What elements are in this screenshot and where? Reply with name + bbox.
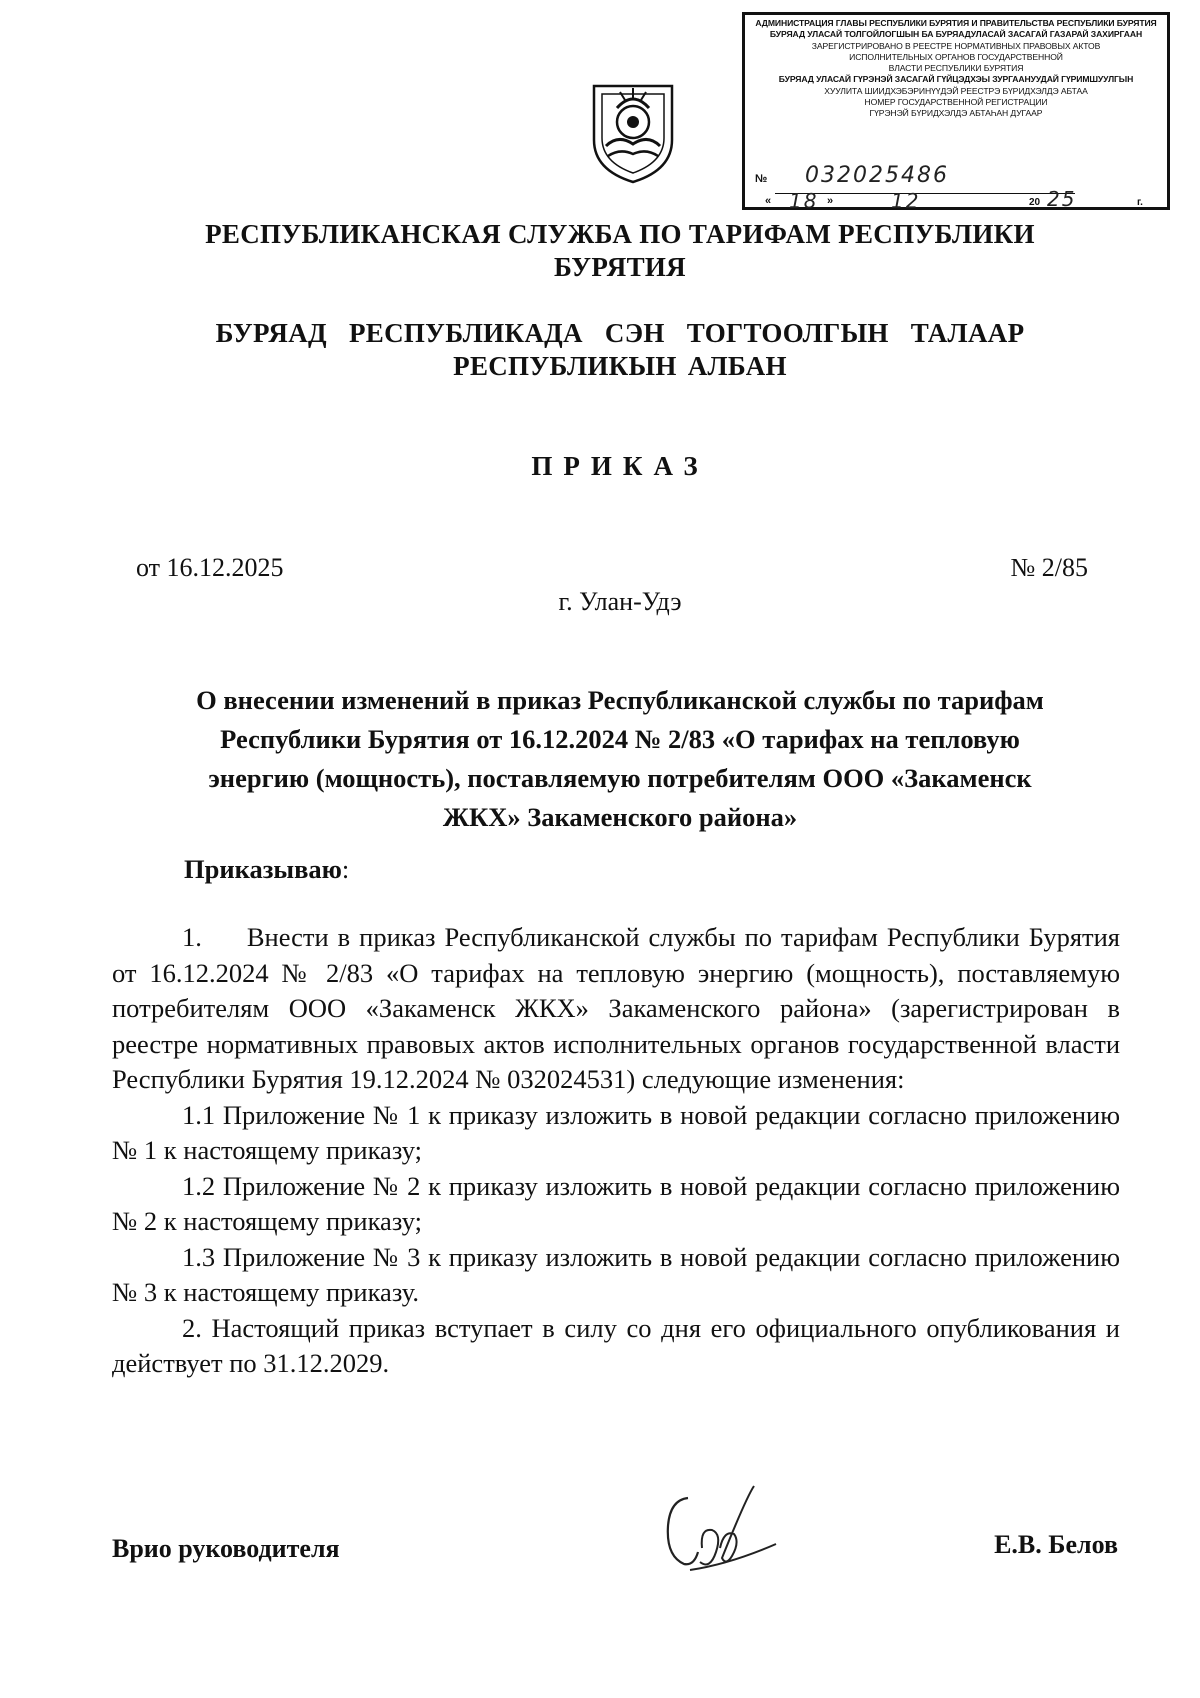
stamp-number-underline [775,193,1075,194]
stamp-line: ИСПОЛНИТЕЛЬНЫХ ОРГАНОВ ГОСУДАРСТВЕННОЙ [849,51,1063,62]
paragraph-1: 1. Внести в приказ Республиканской службы по тарифам Республики Бурятия от 16.12.2024 № 2/83 «О тарифах на тепловую энергию (мощность), поставляемую потребителям ООО «Закаменск ЖКХ» Закаменского района» (зарегистрирован в реестре нормативных правовых актов исполнительных органов государственной власти Республики Бурятия 19.12.2024 № 032024531) следующие изменения: [112,922,1120,1094]
coat-of-arms-icon [588,78,678,186]
signatory-position: Врио руководителя [112,1534,340,1563]
stamp-number-label: № [755,173,768,185]
stamp-line: ЗАРЕГИСТРИРОВАНО В РЕЕСТРЕ НОРМАТИВНЫХ ПРАВОВЫХ АКТОВ [811,40,1101,51]
signatory-name: Е.В. Белов [994,1530,1118,1559]
stamp-line: НОМЕР ГОСУДАРСТВЕННОЙ РЕГИСТРАЦИИ [864,97,1048,108]
stamp-year-mark: г. [1137,197,1143,208]
agency-name-bua-line1: БУРЯАД РЕСПУБЛИКАДА СЭН ТОГТООЛГЫН ТАЛААР [215,318,1025,348]
paragraph-1-2: 1.2 Приложение № 2 к приказу изложить в новой редакции согласно приложению № 2 к настоящему приказу; [112,1170,1120,1236]
paragraph-2: 2. Настоящий приказ вступает в силу со дня его официального опубликования и действует по 31.12.2029. [112,1312,1120,1378]
stamp-line: ХУУЛИТА ШИИДХЭБЭРИНҮҮДЭЙ РЕЕСТРЭ БҮРИДХЭЛДЭ АБТАА [824,85,1088,96]
stamp-line: АДМИНИСТРАЦИЯ ГЛАВЫ РЕСПУБЛИКИ БУРЯТИЯ И ПРАВИТЕЛЬСТВА РЕСПУБЛИКИ БУРЯТИЯ [755,18,1157,28]
document-type: ПРИКАЗ [531,451,709,481]
handwritten-signature-icon [650,1478,780,1588]
stamp-line: БУРЯАД УЛАСАЙ ГҮРЭНЭЙ ЗАСАГАЙ ГҮЙЦЭДХЭЫ ЗУРГААНУУДАЙ ГҮРИМШУУЛГЫН [778,74,1134,85]
registration-stamp [742,12,1170,213]
subject-line: ЖКХ» Закаменского района» [442,802,798,832]
stamp-line: ВЛАСТИ РЕСПУБЛИКИ БУРЯТИЯ [888,63,1024,74]
document-subject [150,681,1090,837]
stamp-year-prefix: 20 [1029,197,1041,208]
paragraph-1-3: 1.3 Приложение № 3 к приказу изложить в новой редакции согласно приложению № 3 к настоящему приказу. [112,1241,1120,1307]
agency-name-ru-line1: РЕСПУБЛИКАНСКАЯ СЛУЖБА ПО ТАРИФАМ РЕСПУБЛИКИ [205,219,1035,249]
order-directive-colon: : [341,854,350,884]
stamp-day: 18 [789,189,819,213]
stamp-number-value: 032025486 [805,163,949,188]
paragraph-1-1: 1.1 Приложение № 1 к приказу изложить в новой редакции согласно приложению № 1 к настоящему приказу; [112,1099,1120,1165]
stamp-line: БУРЯАД УЛАСАЙ ТОЛГОЙЛОГШЫН БА БУРЯАДУЛАСАЙ ЗАСАГАЙ ГАЗАРАЙ ЗАХИРГААН [769,29,1143,40]
agency-name-bua [150,317,1090,383]
stamp-quote-close: » [827,195,834,207]
order-directive-word: Приказываю [184,854,342,884]
stamp-month: 12 [891,189,921,213]
stamp-year-suffix: 25 [1047,187,1077,211]
agency-name-ru [150,218,1090,284]
document-body [112,920,1120,1382]
subject-line: энергию (мощность), поставляемую потребителям ООО «Закаменск [208,763,1032,793]
order-directive [184,854,349,885]
agency-name-bua-line2: РЕСПУБЛИКЫН АЛБАН [453,351,787,381]
stamp-quote-open: « [765,195,772,207]
document-number: № 2/85 [1010,553,1088,582]
subject-line: О внесении изменений в приказ Республиканской службы по тарифам [196,685,1044,715]
agency-name-ru-line2: БУРЯТИЯ [554,252,686,282]
document-date: от 16.12.2025 [136,553,284,582]
document-city: г. Улан-Удэ [558,587,682,616]
subject-line: Республики Бурятия от 16.12.2024 № 2/83 «О тарифах на тепловую [220,724,1020,754]
stamp-line: ГҮРЭНЭЙ БҮРИДХЭЛДЭ АБТАҺАН ДУГААР [869,108,1043,119]
